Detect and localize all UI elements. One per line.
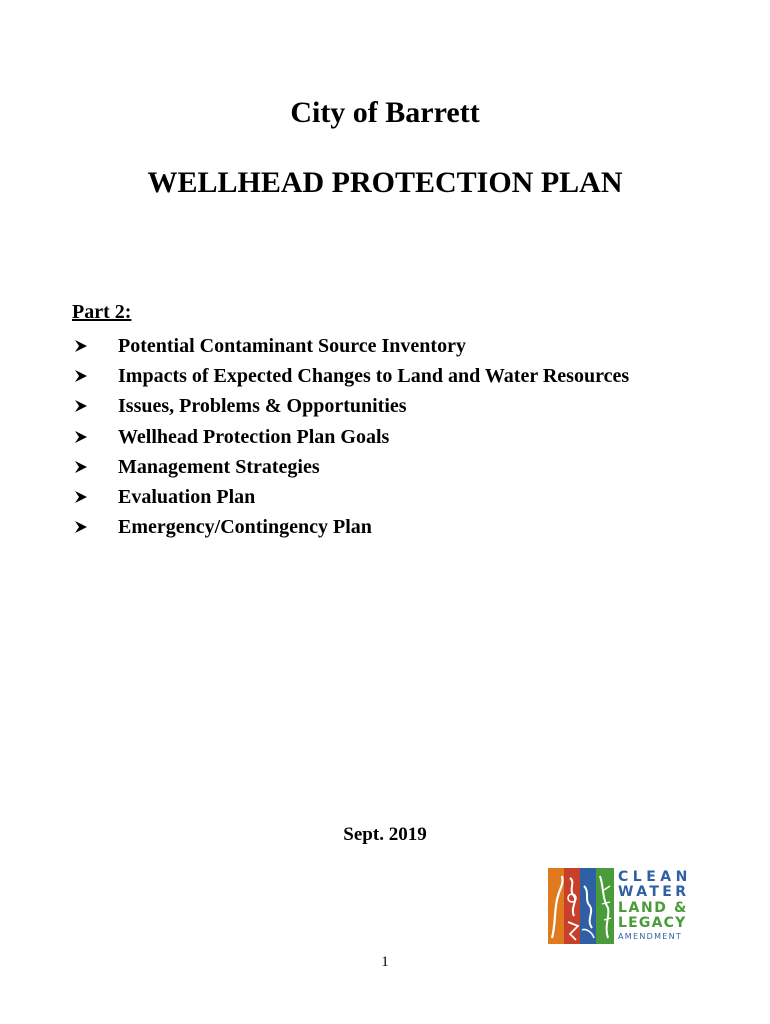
logo-line-land: LAND & xyxy=(618,900,688,916)
list-item-label: Evaluation Plan xyxy=(118,485,256,508)
arrowhead-bullet-icon xyxy=(74,399,88,413)
list-item xyxy=(72,454,629,484)
list-item-label: Potential Contaminant Source Inventory xyxy=(118,335,466,357)
list-item xyxy=(72,363,629,393)
list-item xyxy=(72,424,629,454)
list-item-label: Issues, Problems & Opportunities xyxy=(118,395,407,418)
arrowhead-bullet-icon xyxy=(74,430,88,444)
page-number: 1 xyxy=(381,954,389,970)
logo-wordmark xyxy=(618,868,700,944)
list-item xyxy=(72,333,629,363)
arrowhead-bullet-icon xyxy=(74,520,88,534)
arrowhead-bullet-icon xyxy=(74,339,88,353)
list-item xyxy=(72,514,629,544)
arrowhead-bullet-icon xyxy=(74,490,88,504)
arrowhead-bullet-icon xyxy=(74,369,88,383)
list-item-label: Emergency/Contingency Plan xyxy=(118,516,372,539)
contents-list xyxy=(72,333,629,544)
clean-water-land-legacy-logo xyxy=(548,868,700,944)
logo-line-legacy: LEGACY xyxy=(618,915,687,931)
list-item-label: Impacts of Expected Changes to Land and Water Resources xyxy=(118,365,630,388)
arrowhead-bullet-icon xyxy=(74,460,88,474)
plan-title: WELLHEAD PROTECTION PLAN xyxy=(147,166,623,199)
part-heading: Part 2: xyxy=(72,301,132,323)
list-item-label: Management Strategies xyxy=(118,455,320,478)
logo-line-water: WATER xyxy=(618,884,690,900)
city-title: City of Barrett xyxy=(290,96,480,129)
logo-line-amendment: AMENDMENT xyxy=(618,932,683,941)
publication-date: Sept. 2019 xyxy=(343,824,427,845)
list-item-label: Wellhead Protection Plan Goals xyxy=(118,425,390,448)
list-item xyxy=(72,393,629,423)
logo-line-clean: CLEAN xyxy=(618,869,692,885)
list-item xyxy=(72,484,629,514)
clean-water-land-legacy-logo-icon xyxy=(548,868,614,944)
